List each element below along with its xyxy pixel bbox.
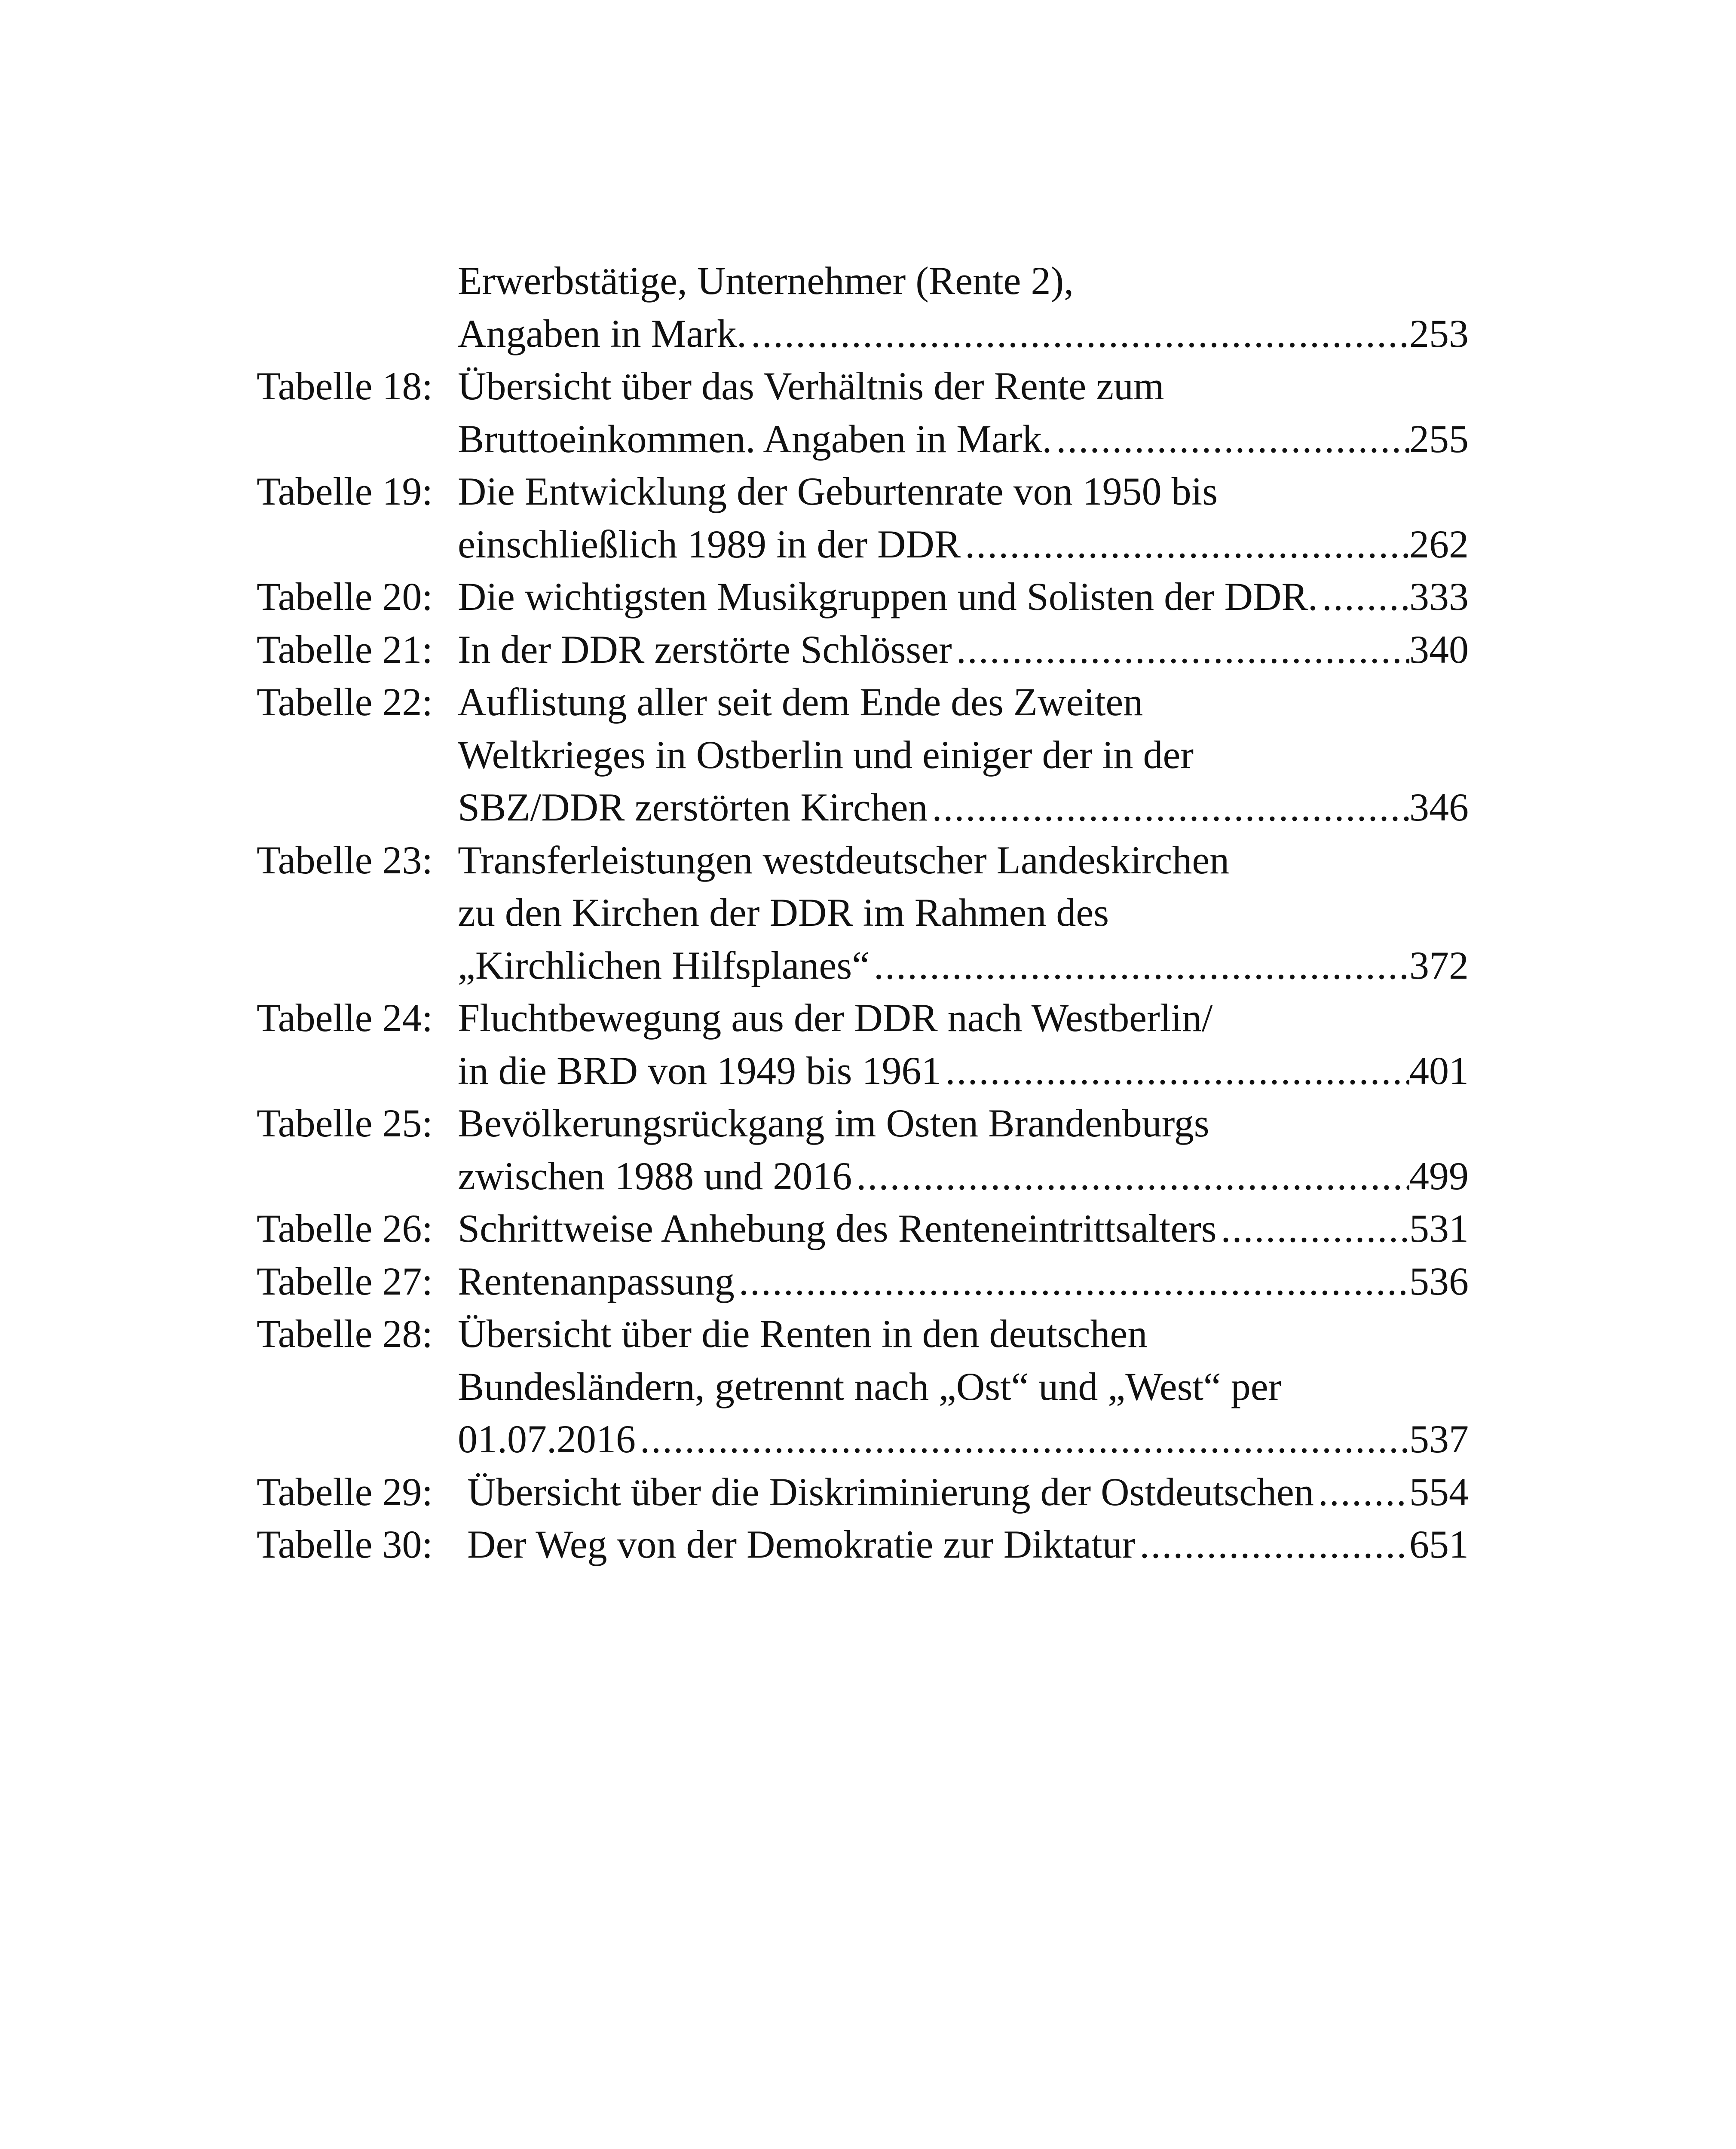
entry-title bbox=[458, 1097, 1469, 1202]
page-number: 554 bbox=[1409, 1469, 1469, 1514]
page-number: 262 bbox=[1409, 522, 1469, 566]
entry-final-line bbox=[458, 1413, 1469, 1466]
entry-label: Tabelle 20: bbox=[257, 575, 433, 618]
entry-title bbox=[458, 992, 1469, 1097]
entry-title-line: Erwerbstätige, Unternehmer (Rente 2), bbox=[458, 259, 1074, 303]
entry-final-line bbox=[458, 1202, 1469, 1255]
entry-final-line bbox=[458, 413, 1469, 465]
entry-final-line bbox=[458, 570, 1469, 623]
entry-title-line: Bundesländern, getrennt nach „Ost“ und „West“ per bbox=[458, 1364, 1282, 1408]
entry-label: Tabelle 18: bbox=[257, 364, 433, 408]
toc-entry bbox=[257, 254, 1469, 360]
entry-title bbox=[458, 623, 1469, 676]
dot-leader bbox=[1052, 413, 1409, 465]
entry-final-line bbox=[458, 1150, 1469, 1203]
toc-entry bbox=[257, 623, 1469, 676]
entry-title-line: Die Entwicklung der Geburtenrate von 1950 bis bbox=[458, 469, 1218, 513]
toc-entry bbox=[257, 992, 1469, 1097]
entry-title bbox=[458, 1202, 1469, 1255]
entry-final-line bbox=[458, 518, 1469, 571]
entry-title bbox=[458, 834, 1469, 992]
dot-leader bbox=[870, 939, 1409, 992]
entry-title-line: Fluchtbewegung aus der DDR nach Westberlin/ bbox=[458, 996, 1213, 1040]
toc-entry bbox=[257, 1202, 1469, 1255]
entry-title-line: Übersicht über die Renten in den deutschen bbox=[458, 1312, 1148, 1356]
entry-title-line: Übersicht über das Verhältnis der Rente zum bbox=[458, 364, 1164, 408]
entry-label: Tabelle 29: bbox=[257, 1469, 433, 1514]
page-number: 531 bbox=[1409, 1206, 1469, 1250]
entry-final-line bbox=[458, 781, 1469, 834]
entry-title-line: in die BRD von 1949 bis 1961 bbox=[458, 1048, 941, 1093]
entry-title-line: SBZ/DDR zerstörten Kirchen bbox=[458, 785, 928, 829]
toc-entry bbox=[257, 1255, 1469, 1308]
dot-leader bbox=[941, 1044, 1409, 1097]
toc-entry bbox=[257, 465, 1469, 570]
dot-leader bbox=[1217, 1202, 1409, 1255]
entry-title bbox=[458, 465, 1469, 570]
entry-title-line: „Kirchlichen Hilfsplanes“ bbox=[458, 943, 870, 987]
dot-leader bbox=[961, 518, 1409, 571]
entry-final-line bbox=[458, 1255, 1469, 1308]
entry-final-line bbox=[458, 939, 1469, 992]
entry-title-line: Der Weg von der Demokratie zur Diktatur bbox=[467, 1522, 1136, 1566]
toc-entry bbox=[257, 1466, 1469, 1518]
dot-leader bbox=[735, 1255, 1409, 1308]
entry-title bbox=[458, 1255, 1469, 1308]
entry-title-line: Auflistung aller seit dem Ende des Zweiten bbox=[458, 680, 1143, 724]
dot-leader bbox=[1314, 1466, 1409, 1518]
dot-leader bbox=[1135, 1518, 1409, 1571]
toc-entry bbox=[257, 834, 1469, 992]
entry-final-line bbox=[467, 1518, 1469, 1571]
table-list bbox=[257, 254, 1469, 1571]
dot-leader bbox=[636, 1413, 1409, 1466]
entry-final-line bbox=[458, 623, 1469, 676]
entry-title bbox=[458, 1518, 1469, 1571]
entry-title-line: Angaben in Mark. bbox=[458, 311, 747, 355]
page-number: 253 bbox=[1409, 311, 1469, 355]
entry-final-line bbox=[458, 307, 1469, 360]
dot-leader bbox=[1318, 570, 1409, 623]
entry-title bbox=[458, 570, 1469, 623]
toc-entry bbox=[257, 360, 1469, 465]
entry-title-line: 01.07.2016 bbox=[458, 1417, 636, 1461]
entry-final-line bbox=[458, 1044, 1469, 1097]
page-number: 499 bbox=[1409, 1154, 1469, 1198]
page-number: 537 bbox=[1409, 1417, 1469, 1461]
entry-title bbox=[458, 360, 1469, 465]
entry-label: Tabelle 28: bbox=[257, 1312, 433, 1356]
entry-title-line: einschließlich 1989 in der DDR bbox=[458, 522, 961, 566]
toc-entry bbox=[257, 570, 1469, 623]
entry-title-line: Bruttoeinkommen. Angaben in Mark. bbox=[458, 416, 1052, 461]
entry-title-line: zu den Kirchen der DDR im Rahmen des bbox=[458, 891, 1109, 934]
dot-leader bbox=[852, 1150, 1409, 1203]
entry-title-line: Rentenanpassung bbox=[458, 1259, 735, 1303]
entry-title-line: zwischen 1988 und 2016 bbox=[458, 1154, 852, 1198]
entry-label: Tabelle 26: bbox=[257, 1206, 433, 1250]
toc-entry bbox=[257, 676, 1469, 834]
entry-title bbox=[458, 1466, 1469, 1518]
entry-title-line: Bevölkerungsrückgang im Osten Brandenburgs bbox=[458, 1101, 1209, 1145]
entry-label: Tabelle 24: bbox=[257, 996, 433, 1040]
entry-label: Tabelle 23: bbox=[257, 838, 433, 882]
entry-title bbox=[458, 676, 1469, 834]
dot-leader bbox=[928, 781, 1409, 834]
entry-title-line: Weltkrieges in Ostberlin und einiger der in der bbox=[458, 732, 1194, 777]
entry-label: Tabelle 21: bbox=[257, 627, 433, 671]
entry-title-line: Die wichtigsten Musikgruppen und Solisten der DDR. bbox=[458, 575, 1318, 618]
page-number: 346 bbox=[1409, 785, 1469, 829]
entry-title-line: Schrittweise Anhebung des Renteneintrittsalters bbox=[458, 1206, 1217, 1250]
page-number: 333 bbox=[1409, 575, 1469, 618]
dot-leader bbox=[952, 623, 1409, 676]
entry-title-line: Transferleistungen westdeutscher Landeskirchen bbox=[458, 838, 1230, 882]
entry-label: Tabelle 27: bbox=[257, 1259, 433, 1303]
entry-label: Tabelle 19: bbox=[257, 469, 433, 513]
page-number: 651 bbox=[1409, 1522, 1469, 1566]
entry-title bbox=[458, 254, 1469, 360]
toc-entry bbox=[257, 1518, 1469, 1571]
dot-leader bbox=[747, 307, 1409, 360]
toc-entry bbox=[257, 1307, 1469, 1466]
entry-final-line bbox=[467, 1466, 1469, 1518]
page-number: 340 bbox=[1409, 627, 1469, 671]
entry-label: Tabelle 30: bbox=[257, 1522, 433, 1566]
page-number: 536 bbox=[1409, 1259, 1469, 1303]
page-number: 401 bbox=[1409, 1048, 1469, 1093]
entry-label: Tabelle 25: bbox=[257, 1101, 433, 1145]
entry-title-line: In der DDR zerstörte Schlösser bbox=[458, 627, 952, 671]
page-number: 255 bbox=[1409, 416, 1469, 461]
entry-title-line: Übersicht über die Diskriminierung der Ostdeutschen bbox=[467, 1469, 1314, 1514]
entry-title bbox=[458, 1307, 1469, 1466]
toc-entry bbox=[257, 1097, 1469, 1202]
page-number: 372 bbox=[1409, 943, 1469, 987]
entry-label: Tabelle 22: bbox=[257, 680, 433, 724]
